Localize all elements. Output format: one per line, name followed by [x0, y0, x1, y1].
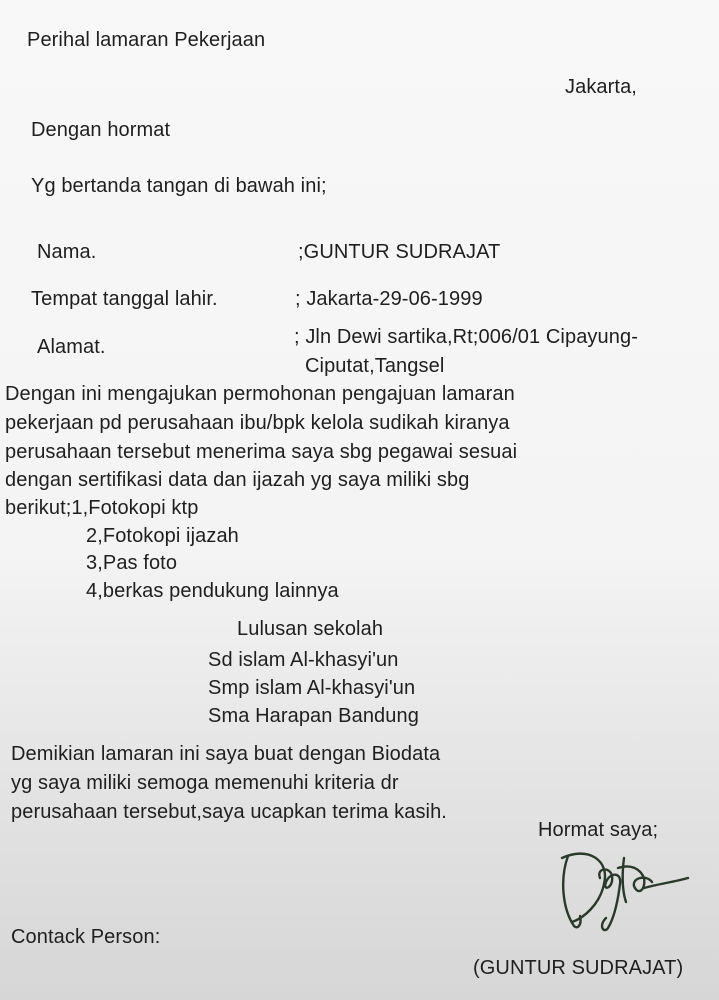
education-heading: Lulusan sekolah	[237, 618, 384, 640]
contact-label: Contack Person:	[11, 926, 161, 948]
letter-place: Jakarta,	[565, 76, 637, 98]
school-item: Smp islam Al-khasyi'un	[208, 677, 416, 699]
field-label-name: Nama.	[37, 241, 97, 263]
attachment-item: 2,Fotokopi ijazah	[86, 525, 239, 547]
field-label-address: Alamat.	[37, 336, 106, 358]
school-item: Sma Harapan Bandung	[208, 705, 419, 727]
closing-line: Demikian lamaran ini saya buat dengan Biodata	[11, 743, 441, 765]
body-line: pekerjaan pd perusahaan ibu/bpk kelola sudikah kiranya	[5, 412, 510, 434]
body-line: dengan sertifikasi data dan ijazah yg saya miliki sbg	[5, 469, 470, 491]
sign-off: Hormat saya;	[538, 819, 659, 841]
signer-name: (GUNTUR SUDRAJAT)	[473, 957, 684, 979]
field-value-name: ;GUNTUR SUDRAJAT	[298, 241, 501, 263]
body-line: perusahaan tersebut menerima saya sbg pegawai sesuai	[5, 441, 518, 463]
closing-line: yg saya miliki semoga memenuhi kriteria dr	[11, 772, 399, 794]
body-line: Dengan ini mengajukan permohonan pengajuan lamaran	[5, 383, 515, 405]
attachment-item: 4,berkas pendukung lainnya	[86, 580, 339, 602]
field-value-birth: ; Jakarta-29-06-1999	[295, 288, 483, 310]
closing-line: perusahaan tersebut,saya ucapkan terima kasih.	[11, 801, 447, 823]
body-line: berikut;1,Fotokopi ktp	[5, 497, 199, 519]
signature-image	[548, 838, 698, 948]
field-label-birth: Tempat tanggal lahir.	[31, 288, 218, 310]
letter-intro: Yg bertanda tangan di bawah ini;	[31, 175, 327, 197]
attachment-item: 3,Pas foto	[86, 552, 178, 574]
school-item: Sd islam Al-khasyi'un	[208, 649, 399, 671]
letter-greeting: Dengan hormat	[31, 119, 171, 141]
letter-subject: Perihal lamaran Pekerjaan	[27, 29, 266, 51]
field-value-address-cont: Ciputat,Tangsel	[305, 355, 445, 377]
field-value-address: ; Jln Dewi sartika,Rt;006/01 Cipayung-	[294, 326, 638, 348]
